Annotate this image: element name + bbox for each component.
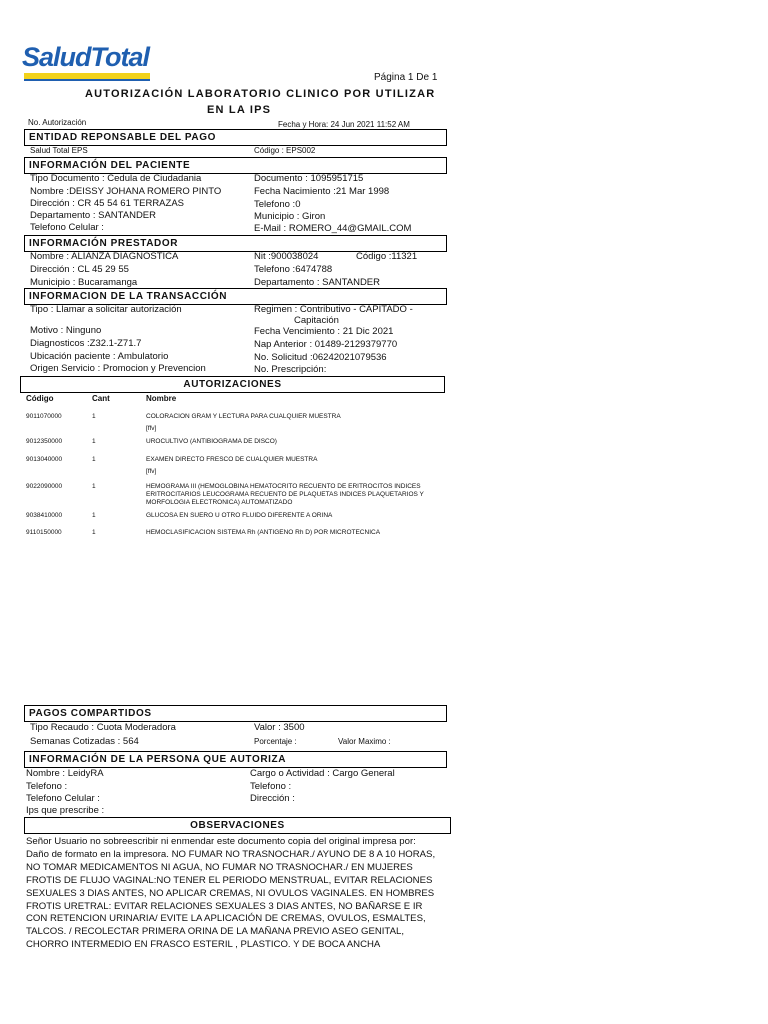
entidad-codigo: Código : EPS002: [254, 146, 316, 155]
row-codigo: 9011070000: [26, 413, 62, 420]
pagos-valor-maximo: Valor Maximo :: [338, 737, 391, 746]
autoriza-header: INFORMACIÓN DE LA PERSONA QUE AUTORIZA: [24, 751, 447, 768]
paciente-nombre: Nombre :DEISSY JOHANA ROMERO PINTO: [30, 186, 222, 197]
row-sub: [ffv]: [146, 425, 157, 432]
autoriza-ips: Ips que prescribe :: [26, 805, 105, 816]
row-sub: [ffv]: [146, 468, 157, 475]
prestador-municipio: Municipio : Bucaramanga: [30, 277, 138, 288]
row-cant: 1: [92, 529, 96, 536]
paciente-documento: Documento : 1095951715: [254, 173, 364, 184]
transaccion-motivo: Motivo : Ninguno: [30, 325, 102, 336]
transaccion-ubicacion: Ubicación paciente : Ambulatorio: [30, 351, 169, 362]
row-nombre: HEMOCLASIFICACION SISTEMA Rh (ANTIGENO Rh D) POR MICROTECNICA: [146, 529, 381, 536]
document-title-line2: EN LA IPS: [207, 104, 272, 116]
pagos-porcentaje: Porcentaje :: [254, 737, 297, 746]
entidad-nombre: Salud Total EPS: [30, 146, 88, 155]
transaccion-diagnosticos: Diagnosticos :Z32.1-Z71.7: [30, 338, 142, 349]
autorizaciones-header: AUTORIZACIONES: [20, 376, 445, 393]
observaciones-text: Señor Usuario no sobreescribir ni enmendar este documento copia del original impresa por: Daño de formato en la impresora. NO FUMAR NO TRASNOCHAR./ AYUNO DE 8 A 10 HORAS, NO TOMAR MEDICAMENTOS NI AGUA, NO FUMAR NO TRASNOCHAR./ EN MUJERES FROTIS DE FLUJO VAGINAL:NO TENER EL PERIODO MENSTRUAL, EVITAR RELACIONES SEXUALES 3 DIAS ANTES, NO APLICAR CREMAS, NI OVULOS VAGINALES. EN HOMBRES FROTIS URETRAL: EVITAR RELACIONES SEXUALES 3 DIAS ANTES, NO BAÑARSE E IR CON RETENCION URINARIA/ EVITE LA APLICACIÓN DE CREMAS, OVULOS, ESMALTES, TALCOS. / RECOLECTAR PRIMERA ORINA DE LA MAÑANA PREVIO ASEO GENITAL, CHORRO INTERMEDIO EN FRASCO ESTERIL , PLASTICO. Y DE BOCA ANCHA: [26, 836, 436, 951]
fecha-hora: Fecha y Hora: 24 Jun 2021 11:52 AM: [278, 120, 410, 129]
paciente-fecha-nacimiento: Fecha Nacimiento :21 Mar 1998: [254, 186, 390, 197]
row-codigo: 9110150000: [26, 529, 62, 536]
autoriza-telefono: Telefono :: [26, 781, 68, 792]
row-codigo: 9038410000: [26, 512, 63, 519]
transaccion-origen: Origen Servicio : Promocion y Prevencion: [30, 363, 206, 374]
row-codigo: 9012350000: [26, 438, 63, 445]
row-cant: 1: [92, 413, 96, 420]
paciente-header: INFORMACIÓN DEL PACIENTE: [24, 157, 447, 174]
row-cant: 1: [92, 456, 96, 463]
prestador-direccion: Dirección : CL 45 29 55: [30, 264, 129, 275]
row-nombre: UROCULTIVO (ANTIBIOGRAMA DE DISCO): [146, 438, 277, 445]
transaccion-no-solicitud: No. Solicitud :06242021079536: [254, 352, 387, 363]
entidad-header: ENTIDAD REPONSABLE DEL PAGO: [24, 129, 447, 146]
transaccion-tipo: Tipo : Llamar a solicitar autorización: [30, 304, 182, 315]
col-nombre: Nombre: [146, 394, 177, 403]
paciente-celular: Telefono Celular :: [30, 222, 104, 233]
autoriza-celular: Telefono Celular :: [26, 793, 100, 804]
paciente-telefono: Telefono :0: [254, 199, 301, 210]
transaccion-header: INFORMACION DE LA TRANSACCIÓN: [24, 288, 447, 305]
row-nombre: HEMOGRAMA III (HEMOGLOBINA HEMATOCRITO RECUENTO DE ERITROCITOS INDICES: [146, 483, 421, 490]
autoriza-cargo: Cargo o Actividad : Cargo General: [250, 768, 395, 779]
no-autorizacion-label: No. Autorización: [28, 118, 87, 127]
row-codigo: 9022090000: [26, 483, 63, 490]
prestador-departamento: Departamento : SANTANDER: [254, 277, 381, 288]
row-cant: 1: [92, 512, 96, 519]
salud-total-logo: SaludTotal: [22, 42, 150, 72]
transaccion-nap-anterior: Nap Anterior : 01489-2129379770: [254, 339, 398, 350]
autoriza-nombre: Nombre : LeidyRA: [26, 768, 104, 779]
autoriza-direccion: Dirección :: [250, 793, 295, 804]
prestador-codigo: Código :11321: [356, 251, 418, 262]
prestador-telefono: Telefono :6474788: [254, 264, 333, 275]
row-cant: 1: [92, 438, 96, 445]
pagos-header: PAGOS COMPARTIDOS: [24, 705, 447, 722]
observaciones-header: OBSERVACIONES: [24, 817, 451, 834]
prestador-nit: Nit :900038024: [254, 251, 319, 262]
row-nombre-line3: MORFOLOGIA ELECTRONICA) AUTOMATIZADO: [146, 499, 293, 506]
col-codigo: Código: [26, 394, 54, 403]
row-nombre: EXAMEN DIRECTO FRESCO DE CUALQUIER MUESTRA: [146, 456, 318, 463]
paciente-tipo-documento: Tipo Documento : Cedula de Ciudadania: [30, 173, 202, 184]
col-cant: Cant: [92, 394, 110, 403]
transaccion-regimen-capitacion: Capitación: [294, 315, 339, 326]
paciente-email: E-Mail : ROMERO_44@GMAIL.COM: [254, 223, 412, 234]
row-nombre-line2: ERITROCITARIOS LEUCOGRAMA RECUENTO DE PLAQUETAS INDICES PLAQUETARIOS Y: [146, 491, 424, 498]
autoriza-telefono-2: Telefono :: [250, 781, 292, 792]
paciente-municipio: Municipio : Giron: [254, 211, 326, 222]
pagos-semanas: Semanas Cotizadas : 564: [30, 736, 139, 747]
pagos-tipo-recaudo: Tipo Recaudo : Cuota Moderadora: [30, 722, 176, 733]
transaccion-regimen: Regimen : Contributivo - CAPITADO -: [254, 304, 413, 315]
prestador-header: INFORMACIÓN PRESTADOR: [24, 235, 447, 252]
row-nombre: COLORACION GRAM Y LECTURA PARA CUALQUIER MUESTRA: [146, 413, 341, 420]
document-title: AUTORIZACIÓN LABORATORIO CLINICO POR UTILIZAR: [85, 88, 436, 100]
transaccion-fecha-vencimiento: Fecha Vencimiento : 21 Dic 2021: [254, 326, 394, 337]
page-number: Página 1 De 1: [374, 72, 438, 83]
logo-underline-blue: [24, 79, 150, 81]
prestador-nombre: Nombre : ALIANZA DIAGNOSTICA: [30, 251, 179, 262]
paciente-departamento: Departamento : SANTANDER: [30, 210, 157, 221]
transaccion-no-prescripcion: No. Prescripción:: [254, 364, 327, 375]
row-cant: 1: [92, 483, 96, 490]
row-codigo: 9013040000: [26, 456, 63, 463]
row-nombre: GLUCOSA EN SUERO U OTRO FLUIDO DIFERENTE A ORINA: [146, 512, 333, 519]
pagos-valor: Valor : 3500: [254, 722, 305, 733]
paciente-direccion: Dirección : CR 45 54 61 TERRAZAS: [30, 198, 184, 209]
